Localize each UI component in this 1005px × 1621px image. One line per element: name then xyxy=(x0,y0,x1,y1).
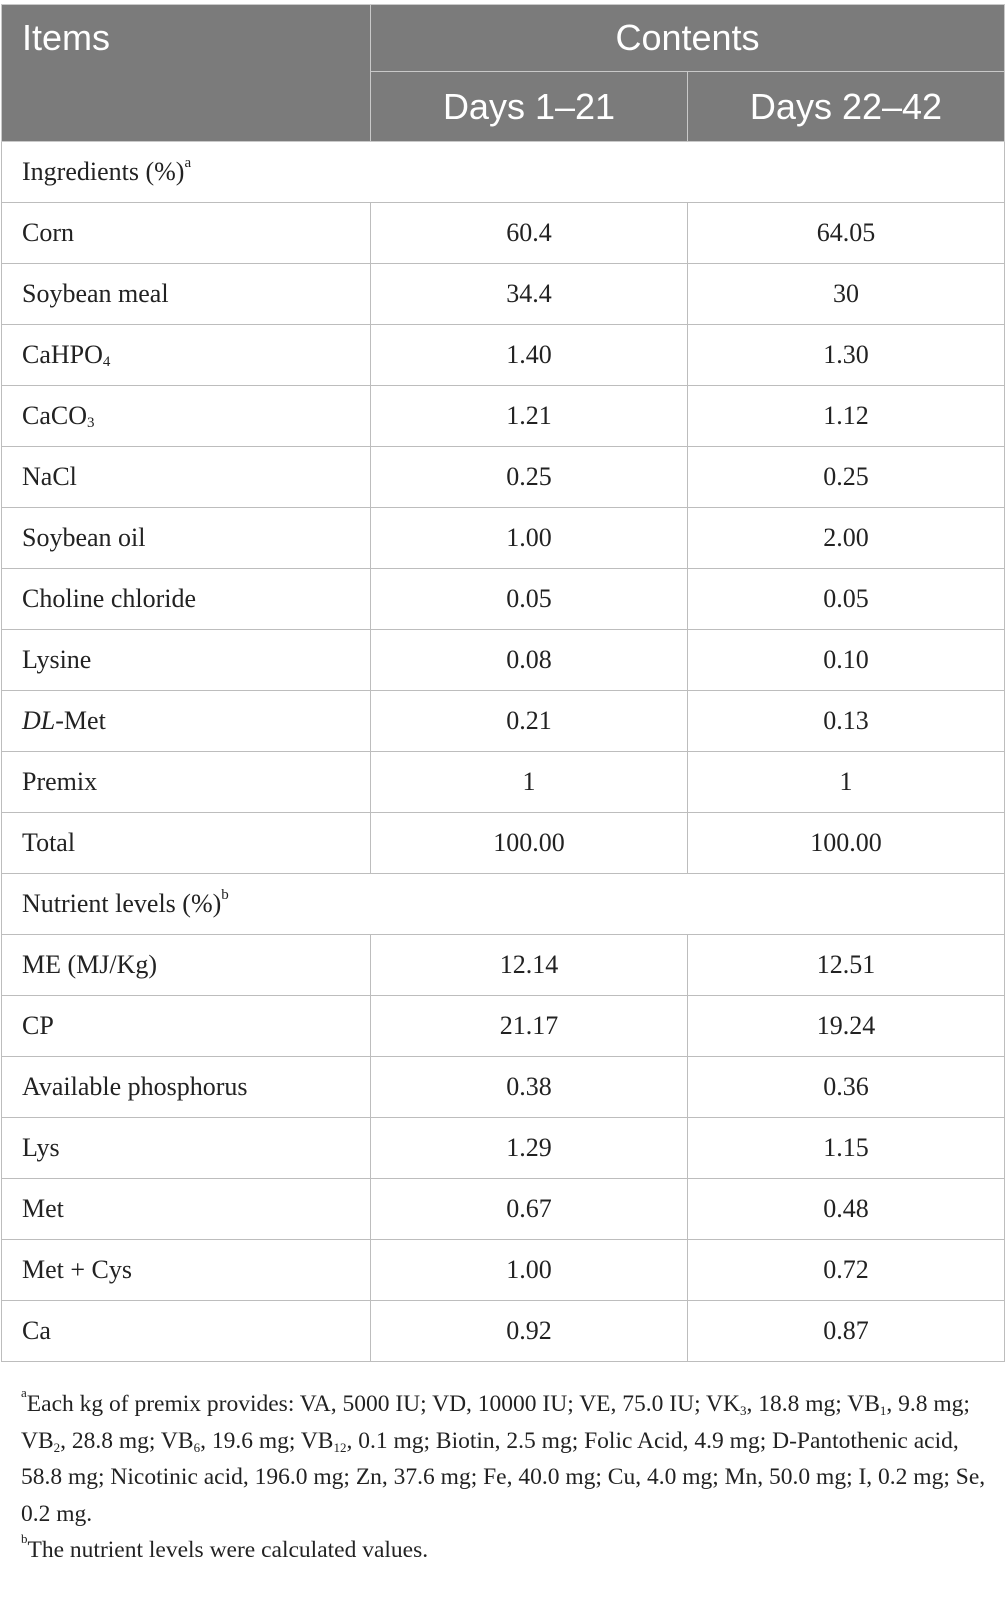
section-ingredients-label xyxy=(2,142,1005,203)
row-label xyxy=(2,996,371,1057)
row-label-prefix: DL xyxy=(22,706,56,735)
value-days-1-21: 0.38 xyxy=(371,1057,688,1118)
footnote-b xyxy=(21,1532,986,1569)
footnote-b-text: The nutrient levels were calculated values. xyxy=(27,1537,429,1563)
value-days-1-21: 21.17 xyxy=(371,996,688,1057)
table-row xyxy=(2,691,1005,752)
value-days-22-42: 12.51 xyxy=(688,935,1005,996)
header-row xyxy=(2,5,1005,72)
row-label-text: Available phosphorus xyxy=(22,1072,248,1101)
value-days-22-42: 0.87 xyxy=(688,1301,1005,1362)
row-label xyxy=(2,1118,371,1179)
row-label xyxy=(2,386,371,447)
table-row xyxy=(2,1301,1005,1362)
value-days-22-42: 0.13 xyxy=(688,691,1005,752)
row-label xyxy=(2,752,371,813)
footnote-a-subscript: 2 xyxy=(53,1439,61,1455)
days-22-42-header: Days 22–42 xyxy=(688,72,1005,142)
table-row xyxy=(2,996,1005,1057)
row-label-text: NaCl xyxy=(22,462,77,491)
value-days-22-42: 0.72 xyxy=(688,1240,1005,1301)
value-days-1-21: 1.00 xyxy=(371,508,688,569)
value-days-22-42: 0.10 xyxy=(688,630,1005,691)
section-nutrients-label xyxy=(2,874,1005,935)
contents-header: Contents xyxy=(371,5,1005,72)
row-label-text: Met xyxy=(22,1194,64,1223)
row-label-text: Corn xyxy=(22,218,74,247)
table-row xyxy=(2,203,1005,264)
value-days-1-21: 1.29 xyxy=(371,1118,688,1179)
row-label xyxy=(2,1179,371,1240)
row-label-text: Soybean meal xyxy=(22,279,169,308)
row-label-text: Total xyxy=(22,828,76,857)
value-days-22-42: 0.05 xyxy=(688,569,1005,630)
row-label-subscript: 4 xyxy=(102,354,111,370)
row-label xyxy=(2,691,371,752)
value-days-1-21: 0.25 xyxy=(371,447,688,508)
row-label-text: -Met xyxy=(55,706,106,735)
value-days-22-42: 1.12 xyxy=(688,386,1005,447)
value-days-22-42: 1.15 xyxy=(688,1118,1005,1179)
value-days-1-21: 1.00 xyxy=(371,1240,688,1301)
row-label-subscript: 3 xyxy=(87,415,95,431)
value-days-22-42: 0.36 xyxy=(688,1057,1005,1118)
table-row xyxy=(2,325,1005,386)
footnote-a-subscript: 6 xyxy=(193,1439,201,1455)
value-days-22-42: 1 xyxy=(688,752,1005,813)
value-days-1-21: 0.21 xyxy=(371,691,688,752)
row-label-text: ME (MJ/Kg) xyxy=(22,950,158,979)
table-row xyxy=(2,935,1005,996)
section-row-nutrients xyxy=(2,874,1005,935)
table-row xyxy=(2,1118,1005,1179)
days-1-21-header: Days 1–21 xyxy=(371,72,688,142)
diet-composition-table xyxy=(1,4,1005,1362)
row-label-text: Choline chloride xyxy=(22,584,197,613)
row-label xyxy=(2,569,371,630)
section-row-ingredients xyxy=(2,142,1005,203)
table-row xyxy=(2,1179,1005,1240)
row-label-text: Lysine xyxy=(22,645,92,674)
row-label xyxy=(2,1301,371,1362)
table-row xyxy=(2,264,1005,325)
value-days-1-21: 60.4 xyxy=(371,203,688,264)
table-row xyxy=(2,813,1005,874)
row-label xyxy=(2,813,371,874)
row-label xyxy=(2,1240,371,1301)
footnote-mark-a: a xyxy=(184,155,192,172)
footnote-a-text: , 0.1 mg; Biotin, 2.5 mg; Folic Acid, 4.9 mg; D-Pantothenic acid, 58.8 mg; Nicotinic acid, 196.0 mg; Zn, 37.6 mg; Fe, 40.0 mg; Cu, 4.0 mg; Mn, 50.0 mg; I, 0.2 mg; Se, 0.2 mg. xyxy=(21,1427,986,1527)
section-ingredients-text: Ingredients (%) xyxy=(22,157,185,186)
footnote-a-mark: a xyxy=(21,1385,27,1401)
value-days-1-21: 0.05 xyxy=(371,569,688,630)
footnote-a-text: , 18.8 mg; VB xyxy=(746,1391,880,1417)
value-days-22-42: 0.25 xyxy=(688,447,1005,508)
items-header: Items xyxy=(2,5,371,142)
value-days-22-42: 30 xyxy=(688,264,1005,325)
table-row xyxy=(2,508,1005,569)
row-label xyxy=(2,630,371,691)
table-row xyxy=(2,630,1005,691)
value-days-1-21: 1.40 xyxy=(371,325,688,386)
footnote-a-subscript: 12 xyxy=(333,1439,347,1455)
row-label xyxy=(2,325,371,386)
row-label-text: Met + Cys xyxy=(22,1255,133,1284)
table-row xyxy=(2,447,1005,508)
row-label-text: CaCO xyxy=(22,401,87,430)
row-label xyxy=(2,203,371,264)
table-row xyxy=(2,569,1005,630)
value-days-22-42: 19.24 xyxy=(688,996,1005,1057)
value-days-1-21: 12.14 xyxy=(371,935,688,996)
footnote-a-text: Each kg of premix provides: VA, 5000 IU; VD, 10000 IU; VE, 75.0 IU; VK xyxy=(26,1391,740,1417)
table-row xyxy=(2,752,1005,813)
footnote-a xyxy=(21,1386,986,1532)
table-row xyxy=(2,1240,1005,1301)
row-label xyxy=(2,508,371,569)
footnote-a-subscript: 1 xyxy=(879,1403,887,1418)
row-label-text: Soybean oil xyxy=(22,523,146,552)
table-row xyxy=(2,1057,1005,1118)
row-label-text: Premix xyxy=(22,767,98,796)
row-label xyxy=(2,1057,371,1118)
table-body xyxy=(2,142,1005,1362)
row-label xyxy=(2,447,371,508)
row-label-text: Lys xyxy=(22,1133,60,1162)
footnote-mark-b: b xyxy=(221,887,229,904)
value-days-1-21: 34.4 xyxy=(371,264,688,325)
value-days-1-21: 0.08 xyxy=(371,630,688,691)
value-days-1-21: 1 xyxy=(371,752,688,813)
row-label xyxy=(2,935,371,996)
value-days-22-42: 100.00 xyxy=(688,813,1005,874)
footnote-b-mark: b xyxy=(21,1531,28,1547)
value-days-1-21: 100.00 xyxy=(371,813,688,874)
value-days-22-42: 0.48 xyxy=(688,1179,1005,1240)
footnote-a-subscript: 3 xyxy=(740,1403,747,1418)
table-row xyxy=(2,386,1005,447)
row-label-text: CaHPO xyxy=(22,340,103,369)
section-nutrients-text: Nutrient levels (%) xyxy=(22,889,222,918)
row-label-text: Ca xyxy=(22,1316,51,1345)
value-days-22-42: 64.05 xyxy=(688,203,1005,264)
footnote-a-text: , 19.6 mg; VB xyxy=(200,1427,334,1454)
value-days-22-42: 1.30 xyxy=(688,325,1005,386)
row-label xyxy=(2,264,371,325)
footnote-a-text: , 28.8 mg; VB xyxy=(60,1427,194,1454)
table-footnotes xyxy=(21,1386,986,1569)
value-days-1-21: 1.21 xyxy=(371,386,688,447)
row-label-text: CP xyxy=(22,1011,54,1040)
value-days-22-42: 2.00 xyxy=(688,508,1005,569)
value-days-1-21: 0.92 xyxy=(371,1301,688,1362)
value-days-1-21: 0.67 xyxy=(371,1179,688,1240)
footnote-a-text: , 9.8 mg; VB xyxy=(21,1391,970,1454)
